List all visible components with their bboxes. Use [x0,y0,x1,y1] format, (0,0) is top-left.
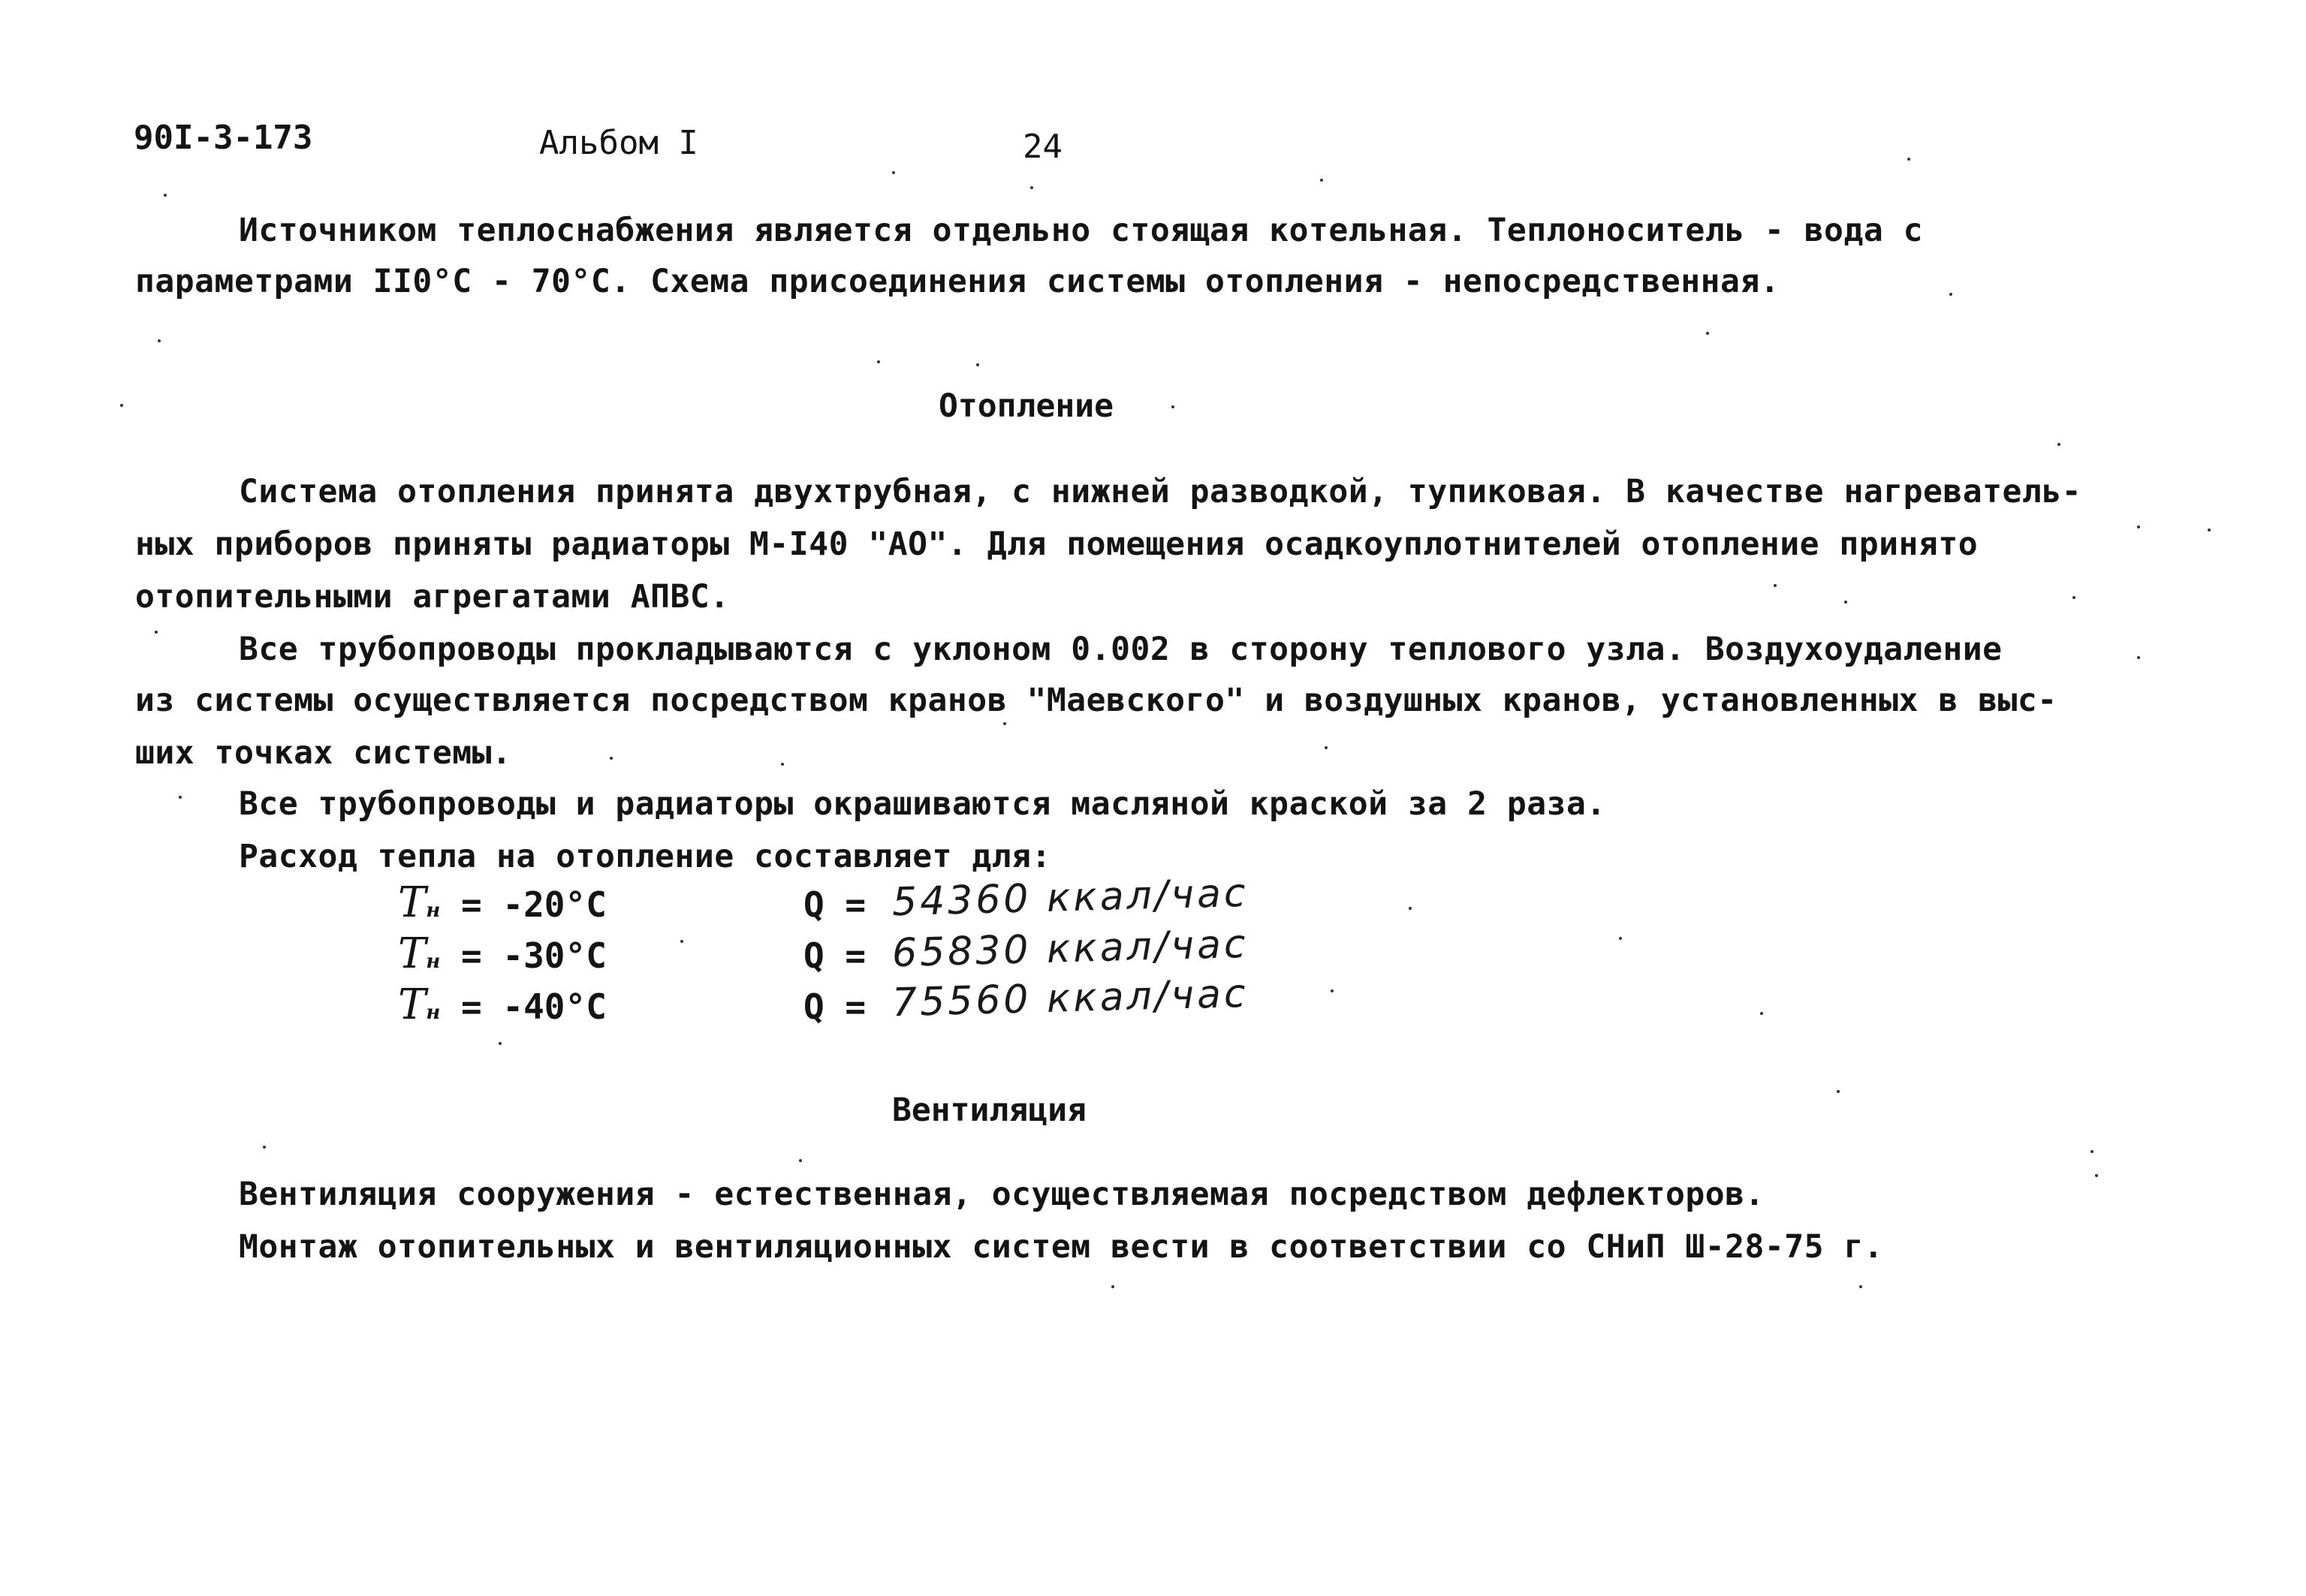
q-label-1: Q = [803,884,867,925]
q-label-3: Q = [803,986,867,1027]
heating-p1-line-1: Система отопления принята двухтрубная, с нижней разводкой, тупиковая. В качестве нагреватель- [239,473,2082,510]
page-number: 24 [1023,128,1063,166]
temp-subscript: н [426,950,441,973]
q-label-2: Q = [803,935,867,976]
temp-row-1 [398,878,607,927]
ventilation-line-2: Монтаж отопительных и вентиляционных систем вести в соответствии со СНиП Ш-28-75 г. [239,1228,1884,1266]
q-value-3: 75560 ккал/час [891,971,1249,1026]
temp-value: = -30°C [461,935,607,976]
heating-p3: Все трубопроводы и радиаторы окрашиваются масляной краской за 2 раза. [239,785,1606,823]
ventilation-heading: Вентиляция [892,1092,1087,1129]
heating-heading: Отопление [939,387,1114,425]
heating-p4: Расход тепла на отопление составляет для: [239,838,1051,875]
album-label: Альбом I [539,124,698,162]
heating-p1-line-2: ных приборов приняты радиаторы М-I40 "АО". Для помещения осадкоуплотнителей отопление принято [135,525,1979,563]
temp-value: = -20°C [461,884,607,925]
heating-p1-line-3: отопительными агрегатами АПВС. [135,578,730,616]
heating-p2-line-2: из системы осуществляется посредством кранов "Маевского" и воздушных кранов, установленных в выс- [135,682,2057,719]
temp-row-2 [398,929,607,978]
temp-subscript: н [426,899,441,922]
q-value-2: 65830 ккал/час [891,921,1249,977]
temp-row-3 [398,980,607,1029]
temp-symbol: T [398,929,427,978]
doc-code: 90I-3-173 [134,119,313,157]
ventilation-line-1: Вентиляция сооружения - естественная, осуществляемая посредством дефлекторов. [239,1176,1765,1213]
intro-line-1: Источником теплоснабжения является отдельно стоящая котельная. Теплоноситель - вода с [239,212,1923,249]
temp-symbol: T [398,878,427,927]
intro-line-2: параметрами II0°C - 70°C. Схема присоединения системы отопления - непосредственная. [135,263,1780,300]
heating-p2-line-3: ших точках системы. [135,734,512,772]
temp-symbol: T [398,980,427,1029]
heating-p2-line-1: Все трубопроводы прокладываются с уклоном 0.002 в сторону теплового узла. Воздухоудаление [239,631,2003,668]
temp-subscript: н [426,1001,441,1024]
temp-value: = -40°C [461,986,607,1027]
q-value-1: 54360 ккал/час [891,870,1249,926]
